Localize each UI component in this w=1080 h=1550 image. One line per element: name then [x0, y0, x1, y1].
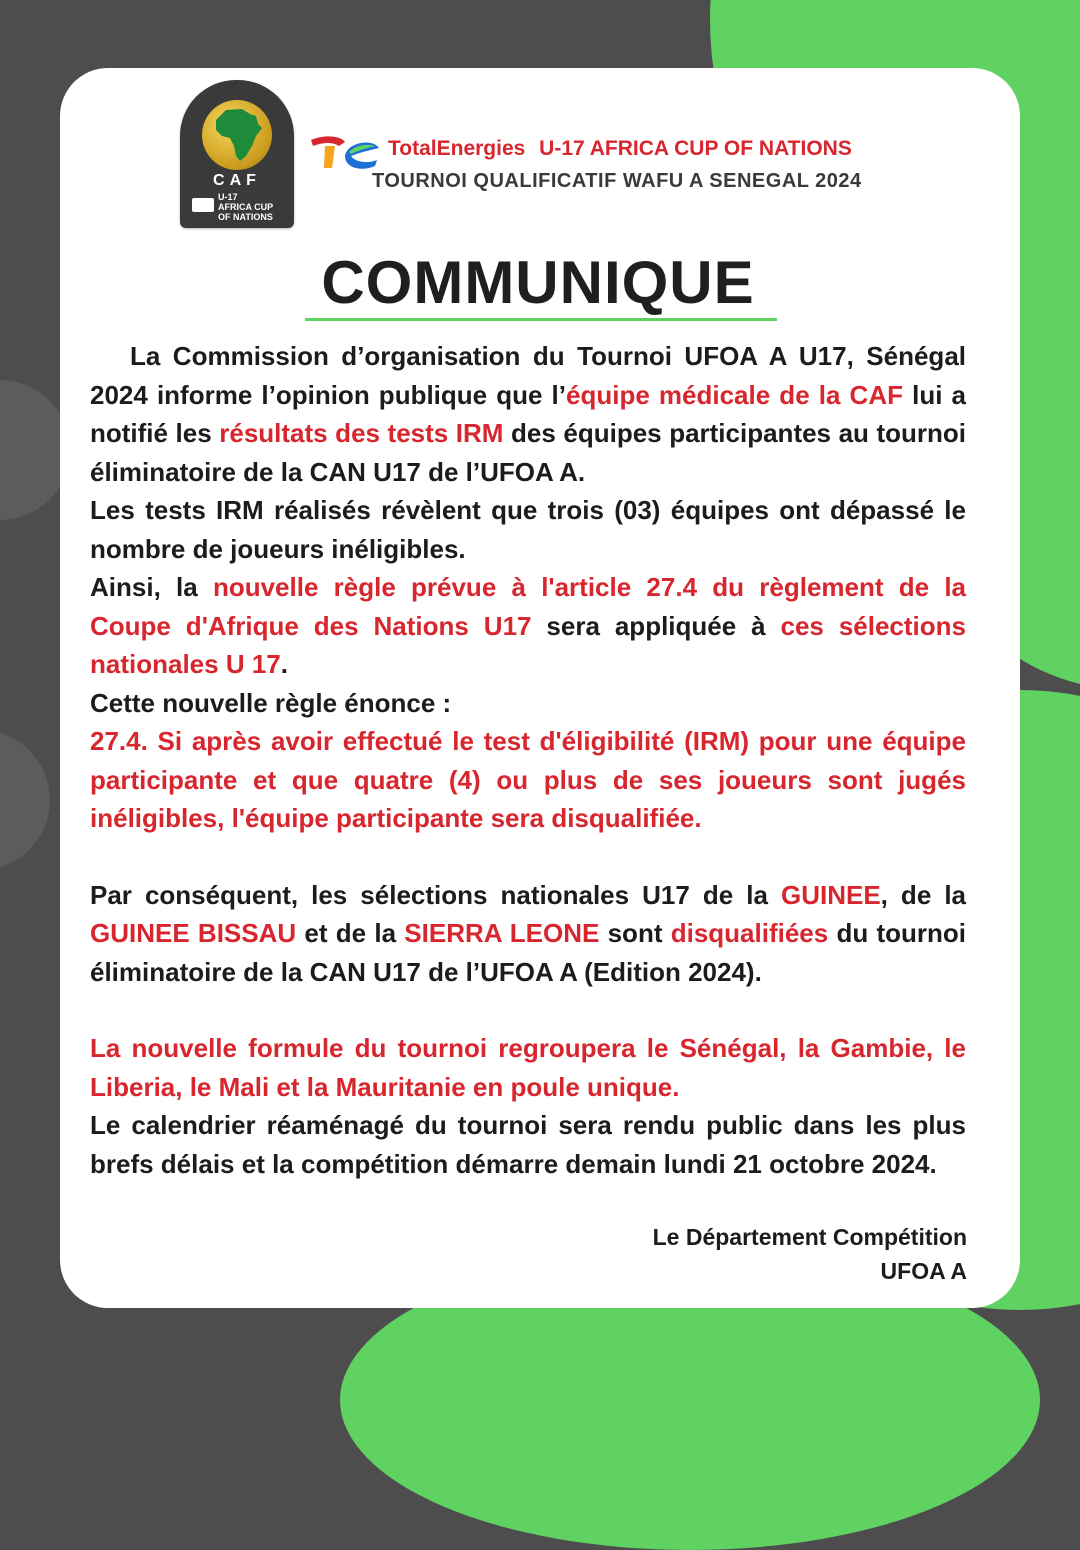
event-name: U-17 AFRICA CUP OF NATIONS [539, 137, 852, 160]
paragraph-intro: La Commission d’organisation du Tournoi UFOA A U17, Sénégal 2024 informe l’opinion publique que l’équipe médicale de la CAF lui a notifié les résultats des tests IRM des équipes participantes au tournoi éliminatoire de la CAN U17 de l’UFOA A. [90, 341, 966, 487]
signature-department: Le Département Compétition [652, 1224, 967, 1250]
signature-org: UFOA A [880, 1258, 967, 1284]
page-title: COMMUNIQUE [321, 249, 755, 316]
title-underline [305, 318, 777, 321]
logo-caption: U-17 AFRICA CUP OF NATIONS [218, 192, 274, 222]
caf-u17-logo [180, 80, 294, 228]
brand-name: TotalEnergies [388, 137, 526, 160]
paragraph-rule-text: 27.4. Si après avoir effectué le test d'éligibilité (IRM) pour une équipe participante et que quatre (4) ou plus de ses joueurs sont jugés inéligibles, l'équipe participante sera disqualifiée. [90, 726, 966, 833]
background-grey-circle [0, 730, 50, 870]
event-title [388, 137, 852, 161]
paragraph-calendar: Le calendrier réaménagé du tournoi sera rendu public dans les plus brefs délais et la compétition démarre demain lundi 21 octobre 2024. [90, 1110, 966, 1179]
communique-body [90, 337, 966, 1183]
paragraph-rule-applied: Ainsi, la nouvelle règle prévue à l'article 27.4 du règlement de la Coupe d'Afrique des Nations U17 sera appliquée à ces sélections nationales U 17. [90, 572, 967, 679]
event-subtitle: TOURNOI QUALIFICATIF WAFU A SENEGAL 2024 [372, 170, 862, 192]
signature [653, 1220, 967, 1288]
paragraph-results: Les tests IRM réalisés révèlent que trois (03) équipes ont dépassé le nombre de joueurs inéligibles. [90, 495, 966, 564]
africa-map-icon [212, 106, 264, 164]
totalenergies-logo-icon [305, 132, 383, 172]
totalenergies-mini-logo [192, 198, 214, 212]
paragraph-new-format: La nouvelle formule du tournoi regroupera le Sénégal, la Gambie, le Liberia, le Mali et la Mauritanie en poule unique. [90, 1033, 966, 1102]
paragraph-rule-intro: Cette nouvelle règle énonce : [90, 687, 452, 718]
paragraph-disqualification: Par conséquent, les sélections nationales U17 de la GUINEE, de la GUINEE BISSAU et de la SIERRA LEONE sont disqualifiées du tournoi éliminatoire de la CAN U17 de l’UFOA A (Edition 2024). [90, 879, 966, 987]
caf-wordmark: CAF [213, 172, 261, 189]
